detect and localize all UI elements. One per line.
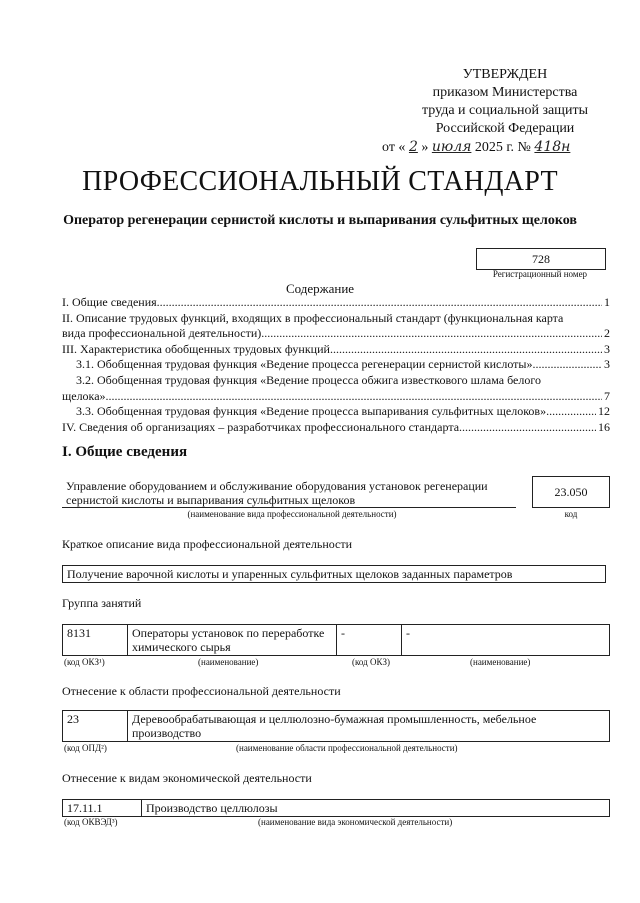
approval-line-3: труда и социальной защиты: [422, 103, 588, 118]
okz-name-1: Операторы установок по переработке химического сырья: [128, 625, 337, 656]
okz-name-2: -: [402, 625, 610, 656]
code-label: код: [564, 509, 578, 519]
okz-code-1: 8131: [63, 625, 128, 656]
approval-block: [370, 66, 640, 157]
handwritten-month: июля: [431, 139, 472, 155]
okz-code-label: (код ОКЗ¹): [64, 657, 105, 667]
toc-item[interactable]: 3.1. Обобщенная трудовая функция «Ведение процесса регенерации сернистой кислоты» ..... 3: [62, 357, 610, 373]
opd-code-label: (код ОПД²): [64, 743, 107, 753]
okz-name-label-2: (наименование): [470, 657, 531, 667]
toc-item[interactable]: IV. Сведения об организациях – разработчиках профессионального стандарта ..... 16: [62, 420, 610, 436]
toc-item[interactable]: I. Общие сведения ..... 1: [62, 295, 610, 311]
okved-name: Производство целлюлозы: [142, 800, 610, 817]
toc-item[interactable]: II. Описание трудовых функций, входящих в профессиональный стандарт (функциональная карта вида профессиональной деятельности) ..... 2: [62, 311, 610, 342]
registration-number-label: Регистрационный номер: [492, 269, 588, 279]
toc-heading: Содержание: [285, 281, 355, 296]
date-mid: »: [421, 140, 429, 155]
economic-activity-table: [62, 799, 610, 817]
registration-number-box: 728: [476, 248, 606, 270]
opd-code: 23: [63, 711, 128, 742]
standard-name: Оператор регенерации сернистой кислоты и выпаривания сульфитных щелоков: [63, 213, 577, 228]
okved-name-label: (наименование вида экономической деятельности): [258, 817, 453, 827]
handwritten-day: 2: [408, 139, 418, 155]
professional-area-table: [62, 710, 610, 742]
date-year: 2025 г. №: [474, 140, 531, 155]
page-title: ПРОФЕССИОНАЛЬНЫЙ СТАНДАРТ: [82, 166, 558, 197]
approval-line-1: УТВЕРЖДЕН: [462, 67, 548, 82]
opd-name-label: (наименование области профессиональной деятельности): [236, 743, 458, 753]
professional-area-heading: Отнесение к области профессиональной деятельности: [62, 684, 341, 698]
okz-code-2: -: [337, 625, 402, 656]
occupation-group-table: [62, 624, 610, 656]
approval-date-line: [370, 138, 640, 157]
table-of-contents: [62, 295, 610, 435]
okz-name-label: (наименование): [198, 657, 259, 667]
activity-name: Управление оборудованием и обслуживание оборудования установок регенерации сернистой кислоты и выпаривания сульфитных щелоков: [62, 479, 516, 508]
approval-line-2: приказом Министерства: [432, 85, 578, 100]
approval-line-4: Российской Федерации: [435, 121, 575, 136]
okved-code-label: (код ОКВЭД³): [64, 817, 118, 827]
brief-description: Получение варочной кислоты и упаренных сульфитных щелоков заданных параметров: [62, 565, 606, 583]
brief-description-heading: Краткое описание вида профессиональной деятельности: [62, 537, 353, 551]
activity-name-label: (наименование вида профессиональной деятельности): [187, 509, 397, 519]
opd-name: Деревообрабатывающая и целлюлозно-бумажная промышленность, мебельное производство: [128, 711, 610, 742]
toc-item[interactable]: 3.2. Обобщенная трудовая функция «Ведение процесса обжига известкового шлама белого щелока» ..... 7: [62, 373, 610, 404]
handwritten-order-number: 418н: [534, 139, 571, 155]
toc-item[interactable]: 3.3. Обобщенная трудовая функция «Ведение процесса выпаривания сульфитных щелоков» ..... 12: [62, 404, 610, 420]
activity-code: 23.050: [532, 476, 610, 508]
okz-code-label-2: (код ОКЗ): [352, 657, 390, 667]
economic-activity-heading: Отнесение к видам экономической деятельности: [62, 771, 312, 785]
toc-item[interactable]: III. Характеристика обобщенных трудовых функций ..... 3: [62, 342, 610, 358]
section-heading: I. Общие сведения: [62, 444, 188, 460]
occupation-group-heading: Группа занятий: [62, 596, 142, 610]
okved-code: 17.11.1: [63, 800, 142, 817]
date-prefix: от «: [382, 140, 406, 155]
